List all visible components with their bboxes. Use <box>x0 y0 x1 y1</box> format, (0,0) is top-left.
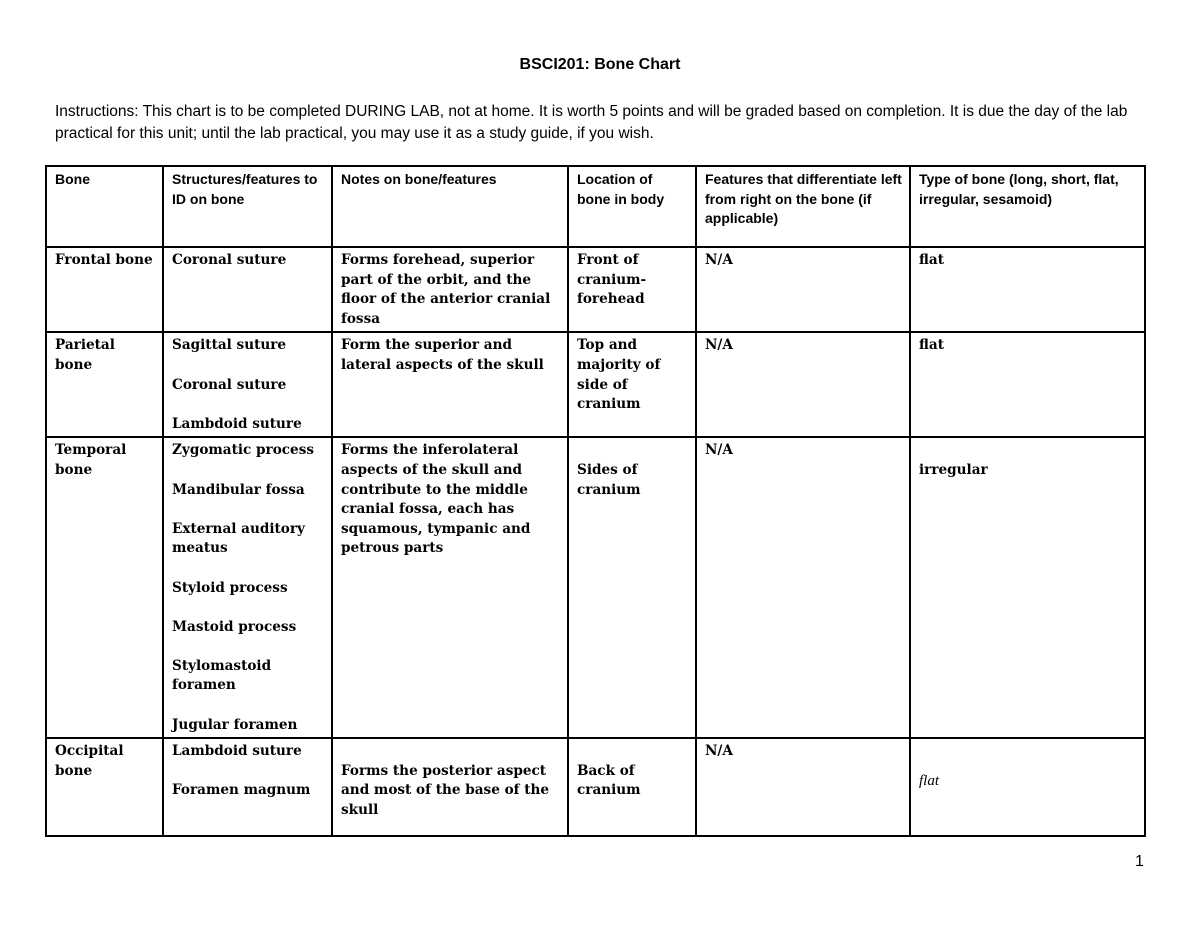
table-header-row <box>46 166 1145 247</box>
structure-item: Stylomastoid foramen <box>172 657 272 694</box>
bone-name-cell: Frontal bone <box>46 247 163 332</box>
structure-item: Mastoid process <box>172 618 297 635</box>
type-cell: flat <box>910 247 1145 332</box>
type-cell: flat <box>910 332 1145 437</box>
header-notes: Notes on bone/features <box>332 166 568 247</box>
location-cell: Front of cranium- forehead <box>568 247 696 332</box>
location-cell: Top and majority of side of cranium <box>568 332 696 437</box>
structure-item: Jugular foramen <box>172 716 298 733</box>
structures-cell <box>163 332 332 437</box>
notes-text: Forms the posterior aspect and most of the base of the skull <box>341 762 550 819</box>
table-row <box>46 247 1145 332</box>
structures-cell <box>163 738 332 836</box>
type-cell <box>910 738 1145 836</box>
structure-item: Lambdoid suture <box>172 415 302 432</box>
table-row <box>46 332 1145 437</box>
location-cell <box>568 437 696 738</box>
notes-cell <box>332 738 568 836</box>
header-structures: Structures/features to ID on bone <box>163 166 332 247</box>
table-row <box>46 738 1145 836</box>
table-row <box>46 437 1145 738</box>
type-text: flat <box>919 773 940 790</box>
differentiate-cell: N/A <box>696 437 910 738</box>
structure-item: Coronal suture <box>172 376 287 393</box>
notes-cell: Forms forehead, superior part of the orbit, and the floor of the anterior cranial fossa <box>332 247 568 332</box>
differentiate-cell: N/A <box>696 247 910 332</box>
header-location: Location of bone in body <box>568 166 696 247</box>
structure-item: Mandibular fossa <box>172 481 305 498</box>
location-text: Sides of cranium <box>577 461 641 498</box>
instructions-text: Instructions: This chart is to be completed DURING LAB, not at home. It is worth 5 points and will be graded based on completion. It is due the day of the lab practical for this unit; until the lab practical, you may use it as a study guide, if you wish. <box>55 103 1128 142</box>
bone-name-cell: Temporal bone <box>46 437 163 738</box>
structures-cell <box>163 247 332 332</box>
type-text: irregular <box>919 461 988 478</box>
header-differentiate: Features that differentiate left from right on the bone (if applicable) <box>696 166 910 247</box>
header-bone: Bone <box>46 166 163 247</box>
bone-chart-table <box>45 165 1146 837</box>
structure-item: Sagittal suture <box>172 337 287 354</box>
structure-item: Coronal suture <box>172 252 287 268</box>
bone-name-cell: Parietal bone <box>46 332 163 437</box>
structures-cell <box>163 437 332 738</box>
notes-cell: Form the superior and lateral aspects of the skull <box>332 332 568 437</box>
type-cell <box>910 437 1145 738</box>
location-cell <box>568 738 696 836</box>
location-text: Back of cranium <box>577 762 641 799</box>
header-type: Type of bone (long, short, flat, irregular, sesamoid) <box>910 166 1145 247</box>
page-number: 1 <box>1135 853 1144 870</box>
structure-item: External auditory meatus <box>172 520 305 557</box>
structure-item: Styloid process <box>172 579 288 596</box>
page-title: BSCI201: Bone Chart <box>519 56 681 73</box>
structure-item: Zygomatic process <box>172 442 315 459</box>
differentiate-cell: N/A <box>696 332 910 437</box>
differentiate-cell: N/A <box>696 738 910 836</box>
structure-item: Lambdoid suture <box>172 743 302 760</box>
bone-name-cell: Occipital bone <box>46 738 163 836</box>
structure-item: Foramen magnum <box>172 782 311 799</box>
notes-cell: Forms the inferolateral aspects of the skull and contribute to the middle cranial fossa, each has squamous, tympanic and petrous parts <box>332 437 568 738</box>
